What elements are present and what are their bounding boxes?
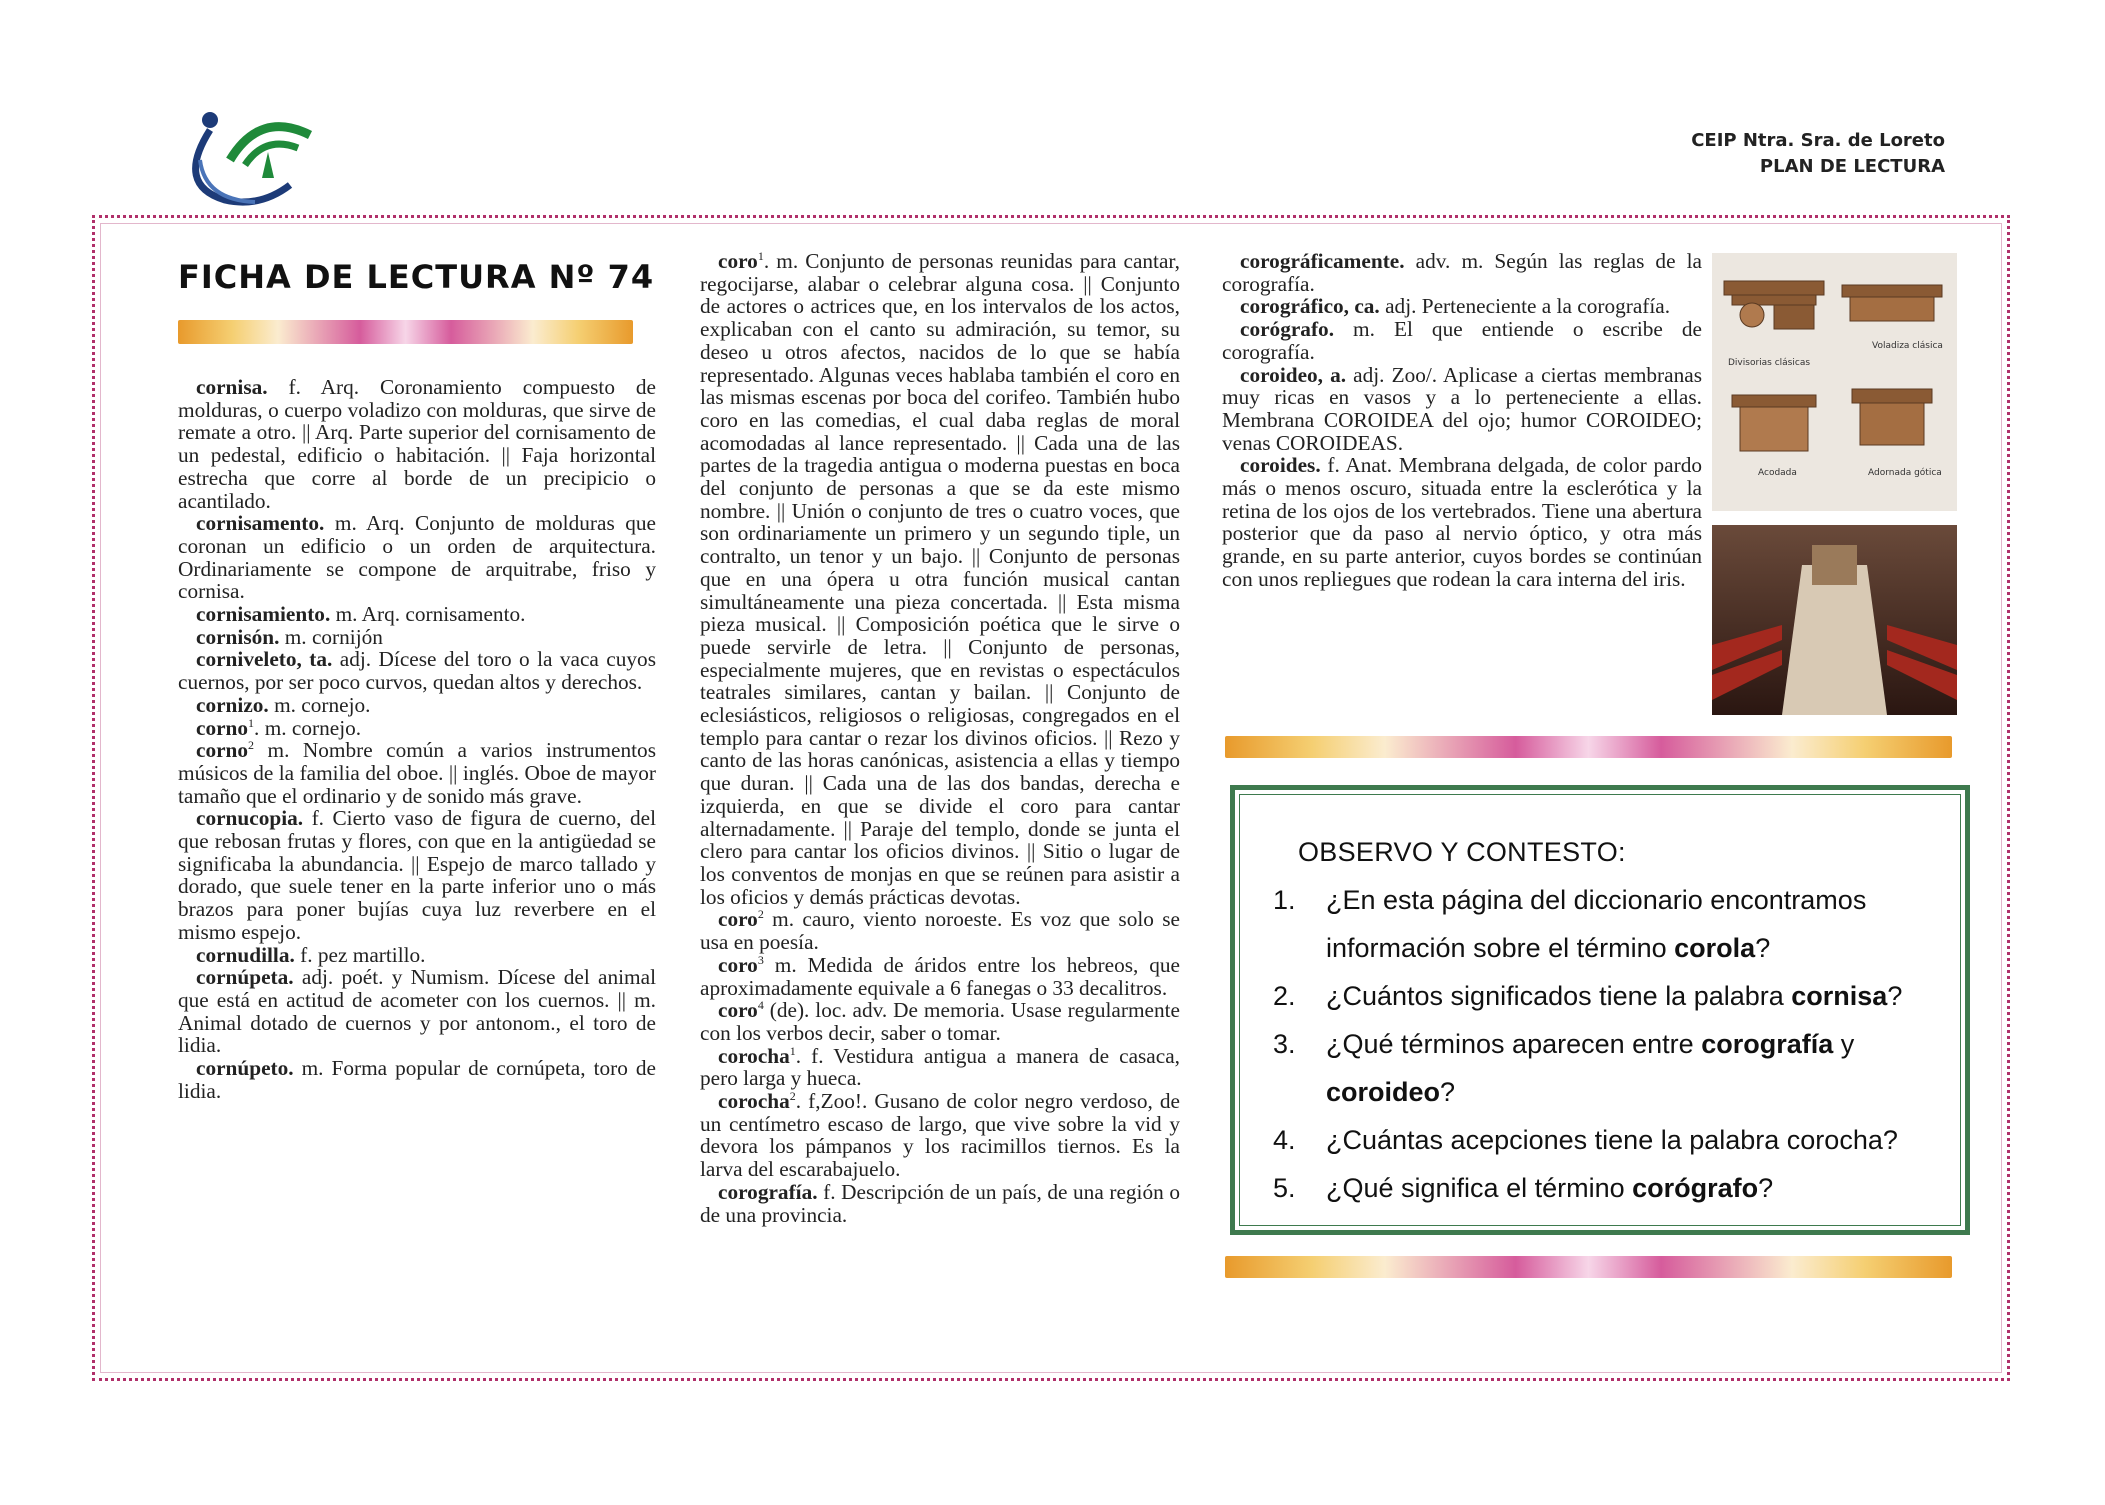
question-keyword: corógrafo xyxy=(1632,1173,1759,1203)
dictionary-entry xyxy=(178,966,656,1057)
dictionary-entry xyxy=(700,1090,1180,1181)
dictionary-entry xyxy=(1222,364,1702,455)
entry-superscript: 3 xyxy=(757,952,764,967)
dictionary-entry xyxy=(178,512,656,603)
entry-definition: adj. Zoo/. Aplicase a ciertas membranas muy ricas en vasos y a lo perteneciente a ellas. Membrana COROIDEA del ojo; humor COROIDEO; venas COROIDEAS. xyxy=(1222,362,1702,455)
entry-definition: adj. poét. y Numism. Dícese del animal que está en actitud de acometer con los cuernos. || m. Animal dotado de cuernos y por antonom., el toro de lidia. xyxy=(178,965,656,1058)
dictionary-entry xyxy=(1222,250,1702,295)
dictionary-entry xyxy=(1222,295,1702,318)
entry-headword: cornudilla. xyxy=(196,942,295,967)
entry-headword: coro xyxy=(718,952,758,977)
entry-superscript: 2 xyxy=(248,738,255,753)
question-number: 2. xyxy=(1273,981,1296,1011)
dictionary-entry xyxy=(178,739,656,807)
questions-list xyxy=(1273,876,1913,1212)
question-number: 4. xyxy=(1273,1125,1296,1155)
question-keyword: corografía xyxy=(1701,1029,1834,1059)
entry-superscript: 4 xyxy=(757,998,764,1013)
dictionary-entry xyxy=(700,1181,1180,1226)
entry-definition: f. Anat. Membrana delgada, de color pardo más o menos oscuro, situada entre la esclerótica y la retina de los ojos de los vertebrados. Tiene una abertura posterior que da paso al nervio óptico, y otra más grande, en su parte anterior, cuyos bordes se continúan con unos repliegues que rodean la cara interna del iris. xyxy=(1222,453,1702,591)
entry-headword: corográficamente. xyxy=(1240,249,1405,273)
entry-headword: coroides. xyxy=(1240,453,1321,478)
dictionary-entry xyxy=(700,954,1180,999)
entry-definition: . m. cornejo. xyxy=(254,715,362,740)
entry-headword: coro xyxy=(718,998,758,1023)
questions-heading: OBSERVO Y CONTESTO: xyxy=(1298,837,1626,867)
entry-superscript: 1 xyxy=(248,715,255,730)
page-title: FICHA DE LECTURA Nº 74 xyxy=(178,258,655,296)
entry-definition: m. Forma popular de cornúpeta, toro de lidia. xyxy=(178,1056,656,1103)
dictionary-entry xyxy=(178,944,656,967)
question-text: ¿Cuántos significados tiene la palabra xyxy=(1326,981,1792,1011)
entry-definition: adj. Dícese del toro o la vaca cuyos cuernos, por ser poco curvos, quedan altos y derechos. xyxy=(178,647,656,695)
question-text: ? xyxy=(1755,933,1771,963)
section-ribbon-bottom xyxy=(1225,1256,1952,1278)
dictionary-entry xyxy=(1222,454,1702,590)
mold-label-2: Voladiza clásica xyxy=(1872,341,1943,351)
dictionary-entry xyxy=(178,648,656,693)
questions-box xyxy=(1230,785,1970,1235)
mold-label-3: Acodada xyxy=(1758,468,1797,478)
title-ribbon xyxy=(178,320,633,344)
entry-definition: . f. Vestidura antigua a manera de casaca, pero larga y hueca. xyxy=(700,1043,1180,1091)
entry-superscript: 1 xyxy=(789,1043,796,1058)
entry-definition: f. Descripción de un país, de una región o de una provincia. xyxy=(700,1179,1180,1227)
entry-definition: m. Arq. cornisamento. xyxy=(330,602,526,627)
entry-superscript: 2 xyxy=(757,907,764,922)
entry-definition: m. cauro, viento noroeste. Es voz que solo se usa en poesía. xyxy=(700,907,1180,955)
dictionary-entry xyxy=(178,717,656,740)
entry-headword: corográfico, ca. xyxy=(1240,294,1380,319)
entry-definition: m. El que entiende o escribe de corografía. xyxy=(1222,317,1702,364)
entry-headword: cornisamento. xyxy=(196,511,325,536)
entry-headword: cornisamiento. xyxy=(196,602,331,627)
dictionary-entry xyxy=(700,999,1180,1044)
question-keyword: corola xyxy=(1674,933,1756,963)
question-text: y xyxy=(1833,1029,1855,1059)
entry-headword: corocha xyxy=(718,1043,790,1068)
entry-definition: m. Nombre común a varios instrumentos músicos de la familia del oboe. || inglés. Oboe de mayor tamaño que el ordinario y de sonido más grave. xyxy=(178,738,656,808)
choir-stalls-image xyxy=(1712,525,1957,715)
question-keyword: coroideo xyxy=(1326,1077,1441,1107)
school-header xyxy=(1691,128,1945,180)
entry-headword: cornisón. xyxy=(196,624,280,649)
entry-headword: cornúpeta. xyxy=(196,965,294,990)
dictionary-column-3 xyxy=(1222,250,1702,591)
question-number: 5. xyxy=(1273,1173,1296,1203)
question-text: ¿Qué términos aparecen entre xyxy=(1326,1029,1702,1059)
entry-definition: . m. Conjunto de personas reunidas para cantar, regocijarse, alabar o celebrar alguna cosa. || Conjunto de actores o actrices que, en los intervalos de los actos, explicaban con el canto su admiración, su temor, su deseo u otros afectos, nacidos de lo que se había representado. Algunas veces hablaba también el coro en las mismas escenas por boca del corifeo. También hubo coro en las comedias, el cual daba reglas de moral acomodadas al lance representado. || Cada una de las partes de la tragedia antigua o moderna puestas en boca del conjunto de personas a que se da este mismo nombre. || Unión o conjunto de tres o cuatro voces, que son ordinariamente un primero y un segundo tiple, un contralto, un tenor y un bajo. || Conjunto de personas que en una ópera u otra función musical cantan simultáneamente una pieza concertada. || Esta misma pieza musical. || Composición poética que le sirve o puede servirle de letra. || Conjunto de personas, especialmente mujeres, que en revistas o espectáculos teatrales similares, cantan y bailan. || Conjunto de eclesiásticos, religiosos o religiosas, congregados en el templo para cantar o rezar los divinos oficios. || Rezo y canto de las horas canónicas, asistencia a ellas y tiempo que duran. || Cada una de las dos bandas, derecha e izquierda, en que se divide el coro para cantar alternadamente. || Paraje del templo, donde se junta el clero para cantar los oficios divinos. || Sitio o lugar de los conventos de monjas en que se reúnen para asistir a los oficios y demás prácticas devotas. xyxy=(700,249,1180,909)
dictionary-column-1 xyxy=(178,376,656,1103)
junta-andalucia-logo xyxy=(170,90,350,215)
entry-headword: corocha xyxy=(718,1089,790,1114)
entry-definition: f. Cierto vaso de figura de cuerno, del que rebosan frutas y flores, con que en la antigüedad se significaba la abundancia. || Espejo de marco tallado y dorado, que suele tener en la parte inferior uno o más brazos para poner bujías cuya luz reverbere en el mismo espejo. xyxy=(178,806,656,944)
dictionary-entry xyxy=(178,807,656,943)
question-item xyxy=(1273,1020,1913,1116)
entry-definition: f. pez martillo. xyxy=(294,942,426,967)
question-item xyxy=(1273,972,1913,1020)
mold-label-1: Divisorias clásicas xyxy=(1728,358,1811,368)
question-number: 3. xyxy=(1273,1029,1296,1059)
dictionary-entry xyxy=(178,376,656,512)
entry-headword: corno xyxy=(196,715,249,740)
entry-definition: m. Arq. Conjunto de molduras que coronan un edificio o un orden de arquitectura. Ordinariamente se compone de arquitrabe, friso y cornisa. xyxy=(178,511,656,604)
question-text: ? xyxy=(1440,1077,1456,1107)
entry-headword: cornucopia. xyxy=(196,806,304,831)
dictionary-entry xyxy=(1222,318,1702,363)
question-number: 1. xyxy=(1273,885,1296,915)
entry-headword: coro xyxy=(718,249,758,273)
question-text: ? xyxy=(1887,981,1903,1011)
school-name: CEIP Ntra. Sra. de Loreto xyxy=(1691,130,1945,151)
entry-definition: f. Arq. Coronamiento compuesto de molduras, o cuerpo voladizo con molduras, que sirve de remate a otro. || Arq. Parte superior del cornisamento de un pedestal, edificio o habitación. || Faja horizontal estrecha que corre al borde de un precipicio o acantilado. xyxy=(178,375,656,513)
question-keyword: cornisa xyxy=(1791,981,1888,1011)
section-ribbon-top xyxy=(1225,736,1952,758)
entry-definition: m. cornijón xyxy=(279,624,383,649)
question-text: ¿En esta página del diccionario encontramos información sobre el término xyxy=(1326,885,1867,963)
dictionary-entry xyxy=(178,626,656,649)
dictionary-entry xyxy=(700,1045,1180,1090)
entry-definition: m. cornejo. xyxy=(268,692,371,717)
program-name: PLAN DE LECTURA xyxy=(1759,156,1945,177)
question-item xyxy=(1273,1116,1913,1164)
entry-headword: cornisa. xyxy=(196,375,268,399)
entry-headword: corniveleto, ta. xyxy=(196,647,333,672)
question-text: ¿Qué significa el término xyxy=(1326,1173,1633,1203)
question-text: ? xyxy=(1758,1173,1774,1203)
question-item xyxy=(1273,1164,1913,1212)
entry-headword: corógrafo. xyxy=(1240,317,1335,342)
entry-superscript: 2 xyxy=(789,1088,796,1103)
entry-definition: adv. m. Según las reglas de la corografía. xyxy=(1222,249,1702,296)
entry-definition: adj. Perteneciente a la corografía. xyxy=(1379,294,1671,319)
dictionary-entry xyxy=(700,250,1180,908)
dictionary-entry xyxy=(178,1057,656,1102)
dictionary-column-2 xyxy=(700,250,1180,1226)
dictionary-entry xyxy=(700,908,1180,953)
entry-definition: m. Medida de áridos entre los hebreos, que aproximadamente equivale a 6 fanegas o 33 decalitros. xyxy=(700,952,1180,1000)
entry-headword: corno xyxy=(196,738,249,763)
entry-headword: coro xyxy=(718,907,758,932)
entry-headword: cornizo. xyxy=(196,692,269,717)
entry-headword: corografía. xyxy=(718,1179,818,1204)
entry-headword: cornúpeto. xyxy=(196,1056,294,1081)
dictionary-entry xyxy=(178,694,656,717)
entry-definition: (de). loc. adv. De memoria. Usase regularmente con los verbos decir, saber o tomar. xyxy=(700,998,1180,1045)
cornice-moldings-image xyxy=(1712,253,1957,511)
entry-definition: . f,Zoo!. Gusano de color negro verdoso, de un centímetro escaso de largo, que vive sobre la vid y devora los pámpanos y los racimillos tiernos. Es la larva del escarabajuelo. xyxy=(700,1089,1180,1182)
entry-headword: coroideo, a. xyxy=(1240,362,1347,387)
dictionary-entry xyxy=(178,603,656,626)
mold-label-4: Adornada gótica xyxy=(1868,468,1942,478)
question-item xyxy=(1273,876,1913,972)
question-text: ¿Cuántas acepciones tiene la palabra corocha? xyxy=(1326,1125,1898,1155)
entry-superscript: 1 xyxy=(757,248,764,263)
